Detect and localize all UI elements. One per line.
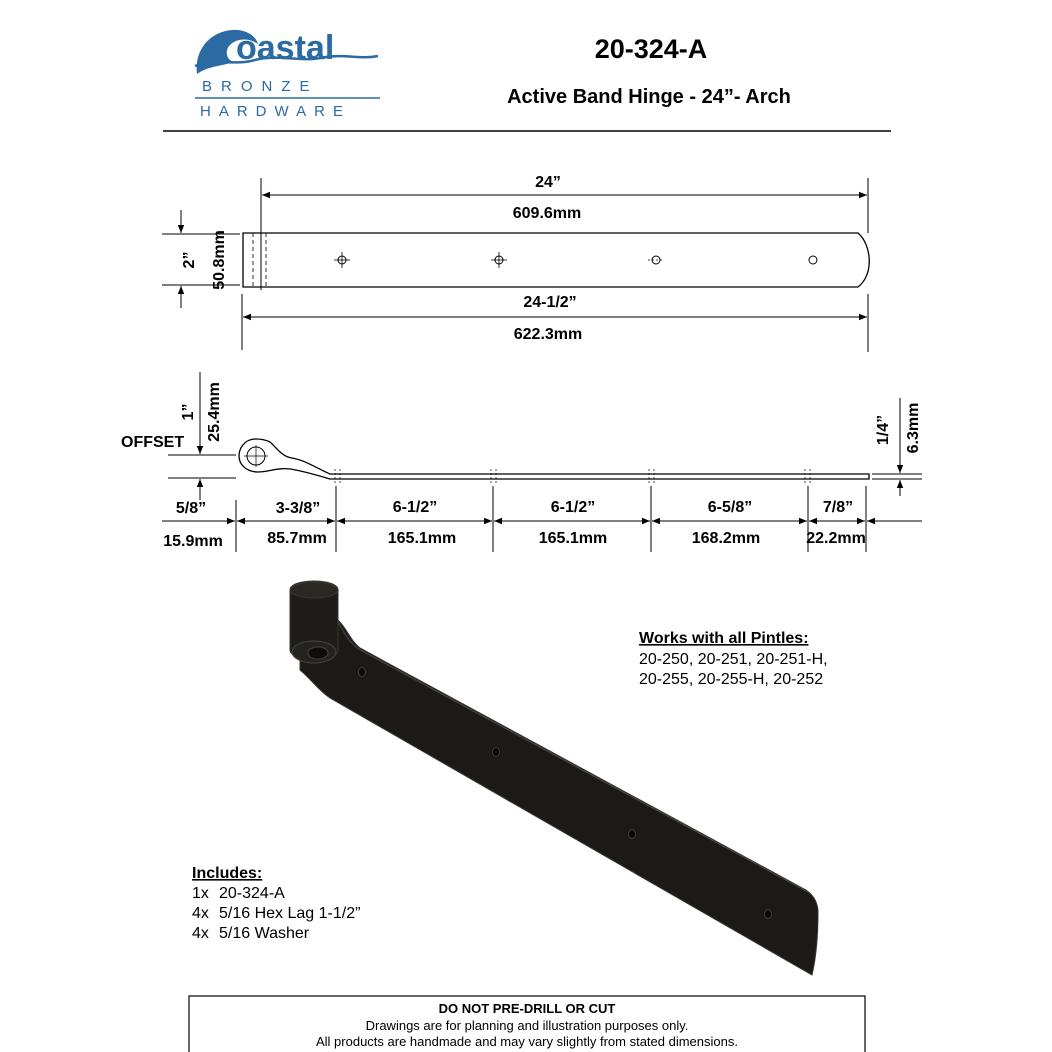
- render-hole: [493, 748, 500, 757]
- render-hole: [629, 830, 636, 839]
- list-item: [192, 905, 360, 922]
- seg-6-mm: 22.2mm: [806, 530, 866, 547]
- dim-width-mm: 50.8mm: [211, 230, 228, 290]
- disclaimer-heading: DO NOT PRE-DRILL OR CUT: [438, 1001, 616, 1016]
- disclaimer-box: [189, 996, 865, 1052]
- dim-overall-in: 24”: [535, 174, 561, 191]
- dim-width-in: 2”: [181, 251, 198, 269]
- logo-line-bronze: BRONZE: [202, 78, 319, 95]
- pintles-heading: Works with all Pintles:: [639, 630, 809, 647]
- pintles-info: [639, 630, 828, 688]
- list-item: [192, 885, 285, 902]
- includes-list: [192, 865, 360, 942]
- part-number: 20-324-A: [594, 34, 708, 64]
- dim-overall-mm: 609.6mm: [512, 205, 582, 222]
- seg-2-in: 3-3/8”: [275, 500, 321, 517]
- logo-brand-word: oastal: [236, 29, 335, 67]
- include-desc: 20-324-A: [219, 885, 285, 902]
- seg-6-in: 7/8”: [822, 499, 854, 516]
- pintles-line-2: 20-255, 20-255-H, 20-252: [639, 671, 824, 688]
- seg-3-in: 6-1/2”: [392, 499, 438, 516]
- include-qty: 4x: [192, 925, 209, 942]
- seg-4-mm: 165.1mm: [538, 530, 608, 547]
- render-hole: [765, 910, 772, 919]
- offset-label: OFFSET: [121, 434, 185, 451]
- screw-hole: [809, 256, 817, 264]
- product-title: Active Band Hinge - 24”- Arch: [507, 86, 791, 108]
- render-hole: [359, 668, 366, 677]
- disclaimer-line-1: Drawings are for planning and illustration purposes only.: [365, 1018, 689, 1033]
- seg-1-in: 5/8”: [175, 500, 207, 517]
- seg-1-mm: 15.9mm: [163, 533, 223, 550]
- include-desc: 5/16 Hex Lag 1-1/2”: [219, 905, 361, 922]
- dim-thickness-in: 1/4”: [875, 414, 892, 446]
- includes-heading: Includes:: [192, 865, 263, 882]
- seg-4-in: 6-1/2”: [550, 499, 596, 516]
- seg-2-mm: 85.7mm: [267, 530, 327, 547]
- dim-offset-in: 1”: [180, 403, 197, 421]
- screw-hole: [334, 252, 350, 268]
- list-item: [192, 925, 310, 942]
- seg-3-mm: 165.1mm: [387, 530, 457, 547]
- seg-5-in: 6-5/8”: [707, 499, 753, 516]
- hinge-side-profile: [239, 439, 869, 479]
- side-view: [121, 372, 922, 552]
- include-qty: 4x: [192, 905, 209, 922]
- dim-total-mm: 622.3mm: [513, 326, 583, 343]
- dim-thickness-mm: 6.3mm: [905, 402, 922, 454]
- top-view: [162, 174, 869, 352]
- seg-5-mm: 168.2mm: [691, 530, 761, 547]
- logo-line-hardware: HARDWARE: [200, 103, 351, 120]
- dim-total-in: 24-1/2”: [523, 294, 577, 311]
- pintles-line-1: 20-250, 20-251, 20-251-H,: [639, 651, 828, 668]
- disclaimer-line-2: All products are handmade and may vary slightly from stated dimensions.: [316, 1034, 738, 1049]
- include-qty: 1x: [192, 885, 209, 902]
- dim-offset-mm: 25.4mm: [206, 382, 223, 442]
- company-logo: [195, 29, 380, 120]
- include-desc: 5/16 Washer: [219, 925, 310, 942]
- screw-hole: [648, 256, 664, 264]
- screw-hole: [491, 252, 507, 268]
